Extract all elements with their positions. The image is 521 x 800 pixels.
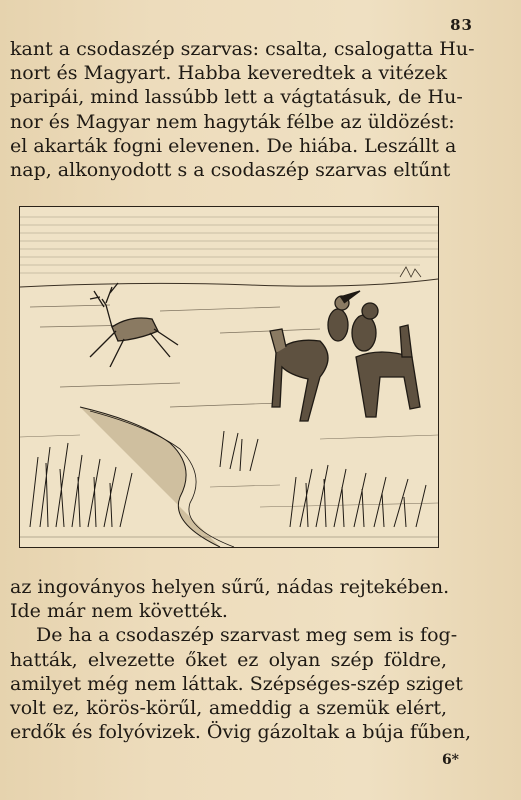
text-line: amilyet még nem láttak. Szépséges-szép sziget: [10, 672, 463, 695]
paragraph-bottom: [10, 575, 471, 744]
text-line: kant a csodaszép szarvas: csalta, csalogatta Hu-: [10, 38, 475, 60]
text-line: paripái, mind lassúbb lett a vágtatásuk, de Hu-: [10, 86, 463, 109]
stag-hunt-illustration: [19, 206, 439, 548]
text-line: nor és Magyar nem hagyták félbe az üldözést:: [10, 110, 455, 133]
text-line: az ingoványos helyen sűrű, nádas rejtekében.: [10, 576, 450, 598]
page-number: 83: [450, 16, 473, 34]
text-line: erdők és folyóvizek. Övig gázoltak a búja fűben,: [10, 721, 471, 744]
text-line: hatták, elvezette őket ez olyan szép földre,: [10, 648, 447, 671]
sheet-signature: 6*: [441, 752, 459, 768]
text-line: Ide már nem követték.: [10, 600, 228, 623]
text-line: nap, alkonyodott s a csodaszép szarvas eltűnt: [10, 158, 451, 181]
text-line: nort és Magyart. Habba keveredtek a vitézek: [10, 62, 447, 85]
text-line: el akarták fogni elevenen. De hiába. Leszállt a: [10, 134, 457, 157]
text-line: De ha a csodaszép szarvast meg sem is fog-: [36, 624, 458, 647]
text-line: volt ez, körös-körűl, ameddig a szemük elért,: [10, 696, 447, 719]
paragraph-top: [10, 37, 475, 182]
